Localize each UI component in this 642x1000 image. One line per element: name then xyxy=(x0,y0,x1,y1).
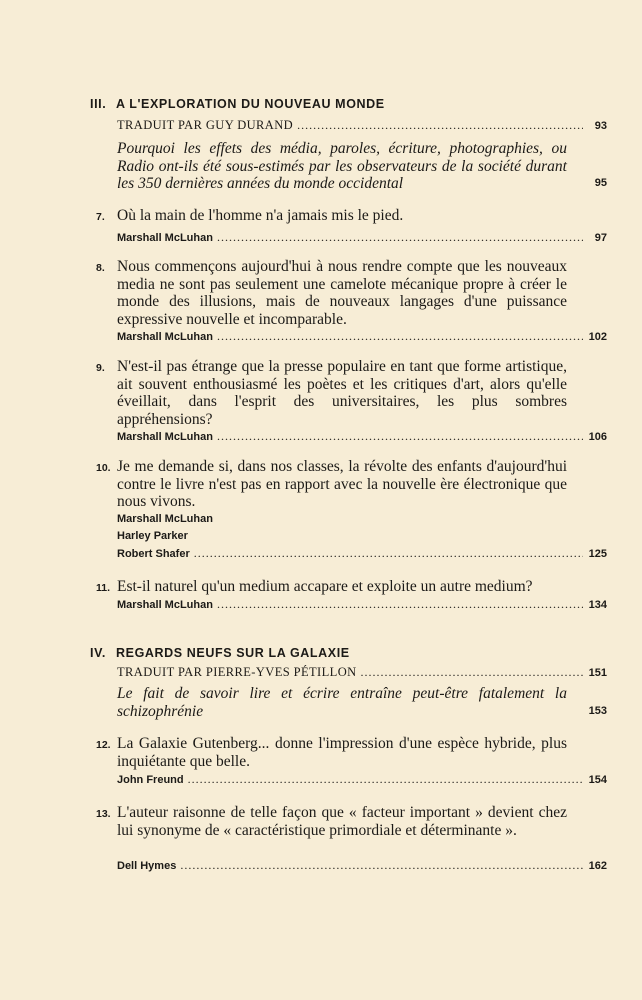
page-number: 153 xyxy=(588,705,607,717)
item-number: 11. xyxy=(96,582,111,594)
item-title: Je me demande si, dans nos classes, la révolte des enfants d'aujourd'hui contre le livre n'est pas en rapport avec la nouvelle ère électronique que nous vivons. xyxy=(117,458,567,510)
item-number: 10. xyxy=(96,462,111,474)
author-line xyxy=(117,329,607,344)
item-number: 9. xyxy=(96,362,105,374)
leader-dots xyxy=(217,429,583,444)
leader-dots xyxy=(217,329,583,344)
author-name: Marshall McLuhan xyxy=(117,331,213,343)
section-intro xyxy=(117,685,567,720)
section-heading xyxy=(90,646,350,660)
page-number: 134 xyxy=(588,599,607,611)
page-number: 97 xyxy=(594,232,607,244)
translator-line xyxy=(117,665,607,680)
leader-dots xyxy=(194,546,583,561)
translator-line xyxy=(117,118,607,133)
page-number: 151 xyxy=(588,667,607,679)
author-line xyxy=(117,772,607,787)
item-title: L'auteur raisonne de telle façon que « facteur important » devient chez lui synonyme de « caractéristique primordiale et déterminante ». xyxy=(117,804,567,839)
author-name: Marshall McLuhan xyxy=(117,232,213,244)
author-line xyxy=(117,858,607,873)
author-line xyxy=(117,230,607,245)
section-title: A L'EXPLORATION DU NOUVEAU MONDE xyxy=(116,97,385,111)
author-name: Dell Hymes xyxy=(117,860,177,872)
translator-credit: TRADUIT PAR PIERRE-YVES PÉTILLON xyxy=(117,665,357,679)
page-number: 125 xyxy=(588,548,607,560)
section-number: IV. xyxy=(90,646,106,660)
author-name: Harley Parker xyxy=(117,530,188,542)
leader-dots xyxy=(188,772,583,787)
author-line xyxy=(117,546,607,561)
section-heading xyxy=(90,97,385,111)
item-title: Nous commençons aujourd'hui à nous rendre compte que les nouveaux media ne sont pas seulement une camelote mécanique propre à créer le monde des illusions, mais de nouveaux langages d'une puissance expressive nouvelle et incomparable. xyxy=(117,258,567,328)
leader-dots xyxy=(217,597,583,612)
page-number: 95 xyxy=(594,177,607,189)
leader-dots xyxy=(297,118,583,133)
section-intro-text: Le fait de savoir lire et écrire entraîne peut-être fatalement la schizophrénie xyxy=(117,685,567,720)
page-number: 154 xyxy=(588,774,607,786)
item-title: N'est-il pas étrange que la presse populaire en tant que forme artistique, ait souvent enthousiasmé les poètes et les critiques d'art, alors qu'elle éveillait, dans l'esprit des universitaires, les plus sombres appréhensions? xyxy=(117,358,567,428)
author-name: Marshall McLuhan xyxy=(117,431,213,443)
leader-dots xyxy=(180,858,583,873)
item-title: Où la main de l'homme n'a jamais mis le pied. xyxy=(117,207,404,224)
translator-credit: TRADUIT PAR GUY DURAND xyxy=(117,118,294,132)
author-name: John Freund xyxy=(117,774,184,786)
section-intro xyxy=(117,140,567,193)
section-number: III. xyxy=(90,97,107,111)
page-number: 162 xyxy=(588,860,607,872)
section-intro-text: Pourquoi les effets des média, paroles, écriture, photographies, ou Radio ont-ils été sous-estimés par les observateurs de la société durant les 350 dernières années du monde occidental xyxy=(117,140,567,192)
author-name: Marshall McLuhan xyxy=(117,513,213,525)
page-number: 102 xyxy=(588,331,607,343)
page-number: 93 xyxy=(594,120,607,132)
author-name: Robert Shafer xyxy=(117,548,190,560)
item-title: Est-il naturel qu'un medium accapare et exploite un autre medium? xyxy=(117,578,533,595)
item-title: La Galaxie Gutenberg... donne l'impression d'une espèce hybride, plus inquiétante que belle. xyxy=(117,735,567,770)
leader-dots xyxy=(217,230,583,245)
leader-dots xyxy=(361,665,583,680)
item-number: 7. xyxy=(96,211,105,223)
item-number: 8. xyxy=(96,262,105,274)
page-number: 106 xyxy=(588,431,607,443)
item-number: 13. xyxy=(96,808,111,820)
author-line xyxy=(117,597,607,612)
author-name: Marshall McLuhan xyxy=(117,599,213,611)
section-title: REGARDS NEUFS SUR LA GALAXIE xyxy=(116,646,350,660)
item-number: 12. xyxy=(96,739,111,751)
author-line xyxy=(117,429,607,444)
